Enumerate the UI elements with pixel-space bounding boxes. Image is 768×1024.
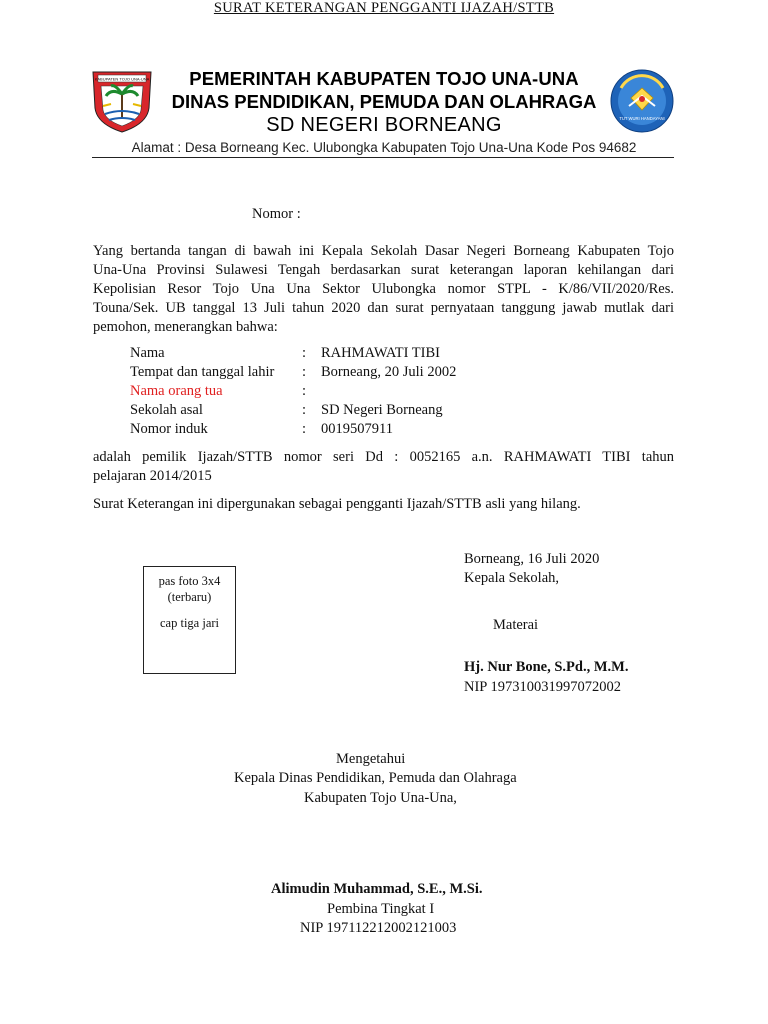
detail-value-school: SD Negeri Borneang	[321, 402, 443, 418]
intro-line: Una-Una Provinsi Sulawesi Tengah berdasarkan surat keterangan laporan kehilangan dari	[93, 262, 674, 278]
letter-title: SURAT KETERANGAN PENGGANTI IJAZAH/STTB	[213, 0, 555, 16]
owner-line: adalah pemilik Ijazah/STTB nomor seri Dd : 0052165 a.n. RAHMAWATI TIBI tahun	[93, 449, 674, 465]
tut-wuri-logo-text: TUT WURI HANDAYANI	[619, 116, 665, 121]
school-name-header: SD NEGERI BORNEANG	[266, 114, 502, 136]
principal-name: Hj. Nur Bone, S.Pd., M.M.	[464, 659, 629, 675]
head-office-rank: Pembina Tingkat I	[327, 901, 435, 917]
detail-colon: :	[302, 402, 307, 418]
head-office-regency: Kabupaten Tojo Una-Una,	[304, 790, 457, 806]
letter-number-label: Nomor :	[252, 206, 301, 222]
agency-header-line2: DINAS PENDIDIKAN, PEMUDA DAN OLAHRAGA	[171, 91, 597, 112]
header-divider-line	[92, 157, 674, 158]
intro-line: Touna/Sek. UB tanggal 13 Juli tahun 2020 dan surat pernyataan tanggung jawab mutlak dari	[93, 300, 674, 316]
usage-statement: Surat Keterangan ini dipergunakan sebagai pengganti Ijazah/STTB asli yang hilang.	[93, 496, 581, 512]
detail-value-birth: Borneang, 20 Juli 2002	[321, 364, 457, 380]
head-office-name: Alimudin Muhammad, S.E., M.Si.	[271, 881, 483, 897]
head-office-nip: NIP 197112212002121003	[300, 920, 457, 936]
stamp-duty-label: Materai	[493, 617, 539, 633]
emblem-banner-text: KABUPATEN TOJO UNA-UNA	[94, 76, 150, 82]
acknowledgement-heading: Mengetahui	[336, 751, 406, 767]
intro-line: Kepolisian Resor Tojo Una Una Sektor Ulubongka nomor STPL - K/86/VII/2020/Res.	[93, 281, 674, 297]
detail-colon: :	[302, 345, 307, 361]
photo-box-label: pas foto 3x4	[158, 574, 221, 588]
detail-value-name: RAHMAWATI TIBI	[321, 345, 440, 361]
principal-nip: NIP 197310031997072002	[464, 679, 621, 695]
fingerprint-label: cap tiga jari	[160, 616, 219, 630]
intro-line: Yang bertanda tangan di bawah ini Kepala Sekolah Dasar Negeri Borneang Kabupaten Tojo	[93, 243, 674, 259]
school-address: Alamat : Desa Borneang Kec. Ulubongka Kabupaten Tojo Una-Una Kode Pos 94682	[131, 140, 637, 155]
place-date: Borneang, 16 Juli 2020	[464, 551, 600, 567]
intro-line: pemohon, menerangkan bahwa:	[93, 319, 278, 335]
owner-paragraph	[93, 448, 674, 486]
detail-label-school: Sekolah asal	[130, 402, 203, 418]
detail-label-name: Nama	[130, 345, 165, 361]
owner-line: pelajaran 2014/2015	[93, 468, 212, 484]
principal-role: Kepala Sekolah,	[464, 570, 560, 586]
detail-colon: :	[302, 383, 307, 399]
intro-paragraph	[93, 242, 674, 337]
detail-colon: :	[302, 364, 307, 380]
agency-header-line1: PEMERINTAH KABUPATEN TOJO UNA-UNA	[189, 68, 579, 89]
detail-value-student-number: 0019507911	[321, 421, 393, 437]
detail-label-student-number: Nomor induk	[130, 421, 208, 437]
photo-placeholder-box	[143, 566, 236, 674]
detail-label-birth: Tempat dan tanggal lahir	[130, 364, 275, 380]
head-office-role: Kepala Dinas Pendidikan, Pemuda dan Olahraga	[234, 770, 517, 786]
photo-box-note: (terbaru)	[167, 590, 212, 604]
detail-colon: :	[302, 421, 307, 437]
detail-label-parent-name: Nama orang tua	[130, 383, 223, 399]
